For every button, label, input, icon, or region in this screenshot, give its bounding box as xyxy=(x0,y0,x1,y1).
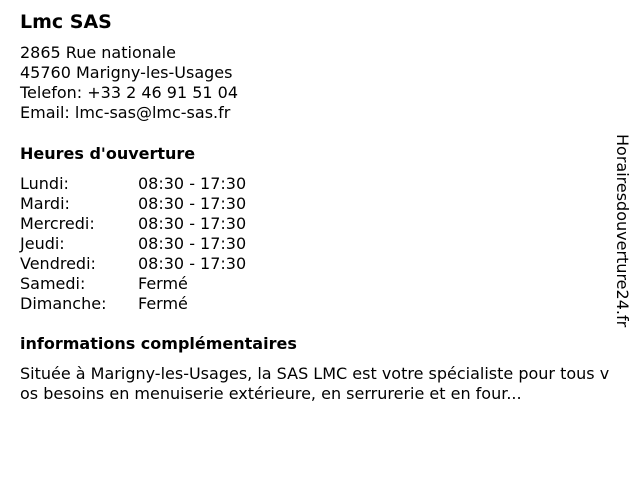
site-watermark xyxy=(612,134,632,344)
day-label: Mardi: xyxy=(20,194,70,213)
day-label: Dimanche: xyxy=(20,294,107,313)
opening-hours-heading: Heures d'ouverture xyxy=(20,144,196,163)
day-label: Lundi: xyxy=(20,174,69,193)
time-value: 08:30 - 17:30 xyxy=(138,254,247,273)
time-value: 08:30 - 17:30 xyxy=(138,174,247,193)
contact-block xyxy=(20,43,238,123)
time-value: 08:30 - 17:30 xyxy=(138,214,247,233)
time-value: 08:30 - 17:30 xyxy=(138,194,247,213)
day-label: Samedi: xyxy=(20,274,86,293)
email-line: Email: lmc-sas@lmc-sas.fr xyxy=(20,103,231,122)
phone-line: Telefon: +33 2 46 91 51 04 xyxy=(20,83,239,102)
additional-info-heading: informations complémentaires xyxy=(20,334,297,353)
day-label: Jeudi: xyxy=(20,234,65,253)
business-description: Située à Marigny-les-Usages, la SAS LMC est votre spécialiste pour tous vos besoins en menuiserie extérieure, en serrurerie et en four... xyxy=(20,364,610,403)
time-value: Fermé xyxy=(138,274,188,293)
address-street: 2865 Rue nationale xyxy=(20,43,176,62)
day-label: Vendredi: xyxy=(20,254,96,273)
watermark-text: Horairesdouverture24.fr xyxy=(613,134,632,328)
address-city: 45760 Marigny-les-Usages xyxy=(20,63,233,82)
business-name: Lmc SAS xyxy=(20,11,112,33)
time-value: Fermé xyxy=(138,294,188,313)
time-value: 08:30 - 17:30 xyxy=(138,234,247,253)
day-label: Mercredi: xyxy=(20,214,95,233)
